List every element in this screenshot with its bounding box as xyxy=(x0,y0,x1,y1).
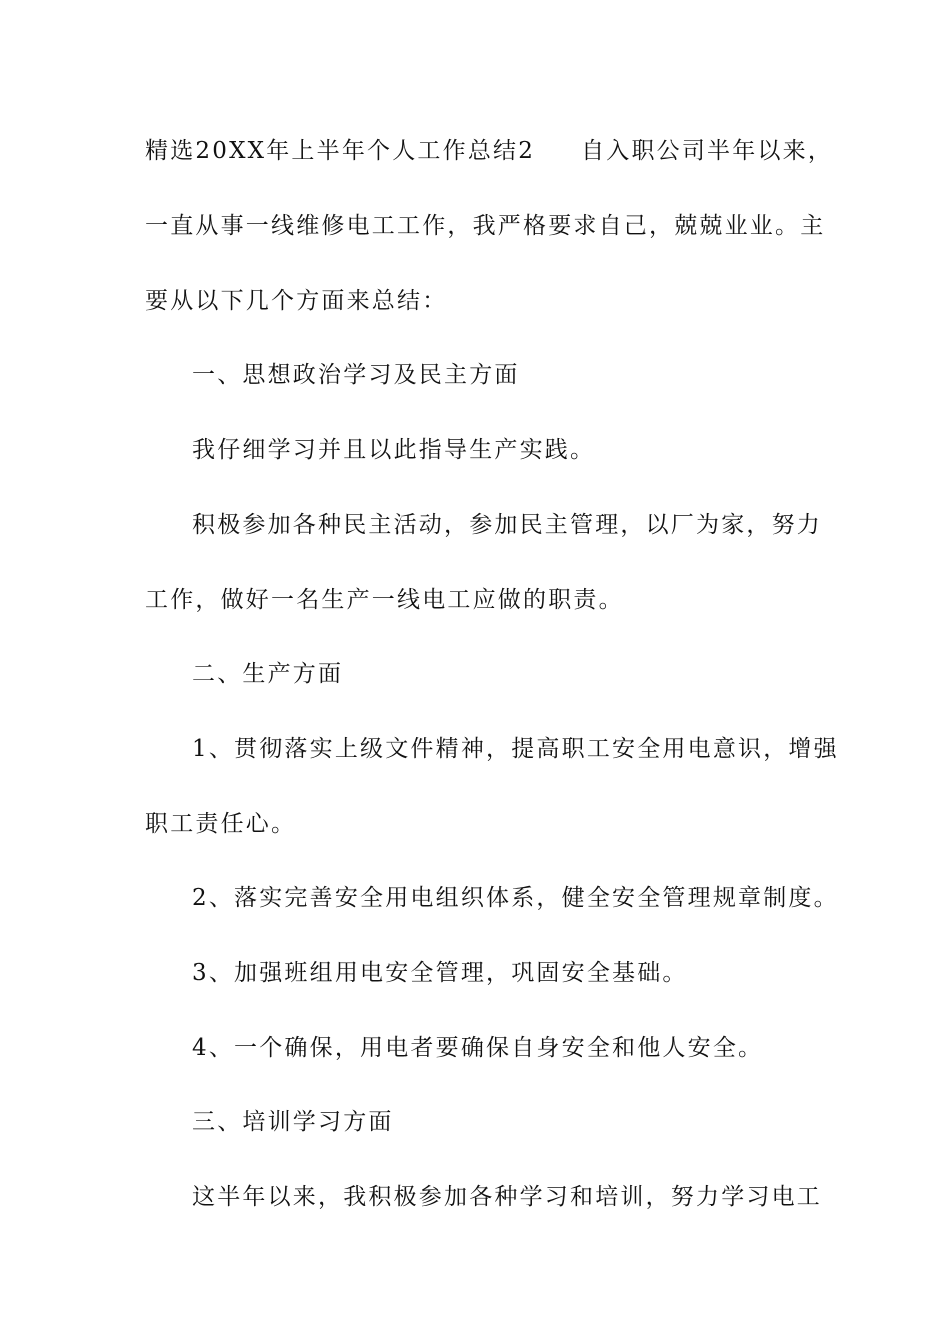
list-item: 2、落实完善安全用电组织体系，健全安全管理规章制度。 xyxy=(192,885,839,911)
section-heading: 一、思想政治学习及民主方面 xyxy=(192,362,520,388)
paragraph-line: 这半年以来，我积极参加各种学习和培训，努力学习电工 xyxy=(192,1184,822,1210)
list-item: 4、一个确保，用电者要确保自身安全和他人安全。 xyxy=(192,1035,764,1061)
document-title: 精选20XX年上半年个人工作总结2 xyxy=(145,138,536,164)
list-item: 1、贯彻落实上级文件精神，提高职工安全用电意识，增强 xyxy=(192,736,839,762)
paragraph-line: 自入职公司半年以来， xyxy=(581,138,834,164)
list-item: 3、加强班组用电安全管理，巩固安全基础。 xyxy=(192,960,688,986)
paragraph-line: 职工责任心。 xyxy=(145,811,297,837)
paragraph-line: 积极参加各种民主活动，参加民主管理，以厂为家，努力 xyxy=(192,512,822,538)
section-heading: 三、培训学习方面 xyxy=(192,1109,394,1135)
paragraph-line: 一直从事一线维修电工工作，我严格要求自己，兢兢业业。主 xyxy=(145,213,826,239)
paragraph-line: 我仔细学习并且以此指导生产实践。 xyxy=(192,437,596,463)
title-line xyxy=(145,131,834,171)
paragraph-line: 工作，做好一名生产一线电工应做的职责。 xyxy=(145,587,624,613)
section-heading: 二、生产方面 xyxy=(192,661,344,687)
paragraph-line: 要从以下几个方面来总结： xyxy=(145,288,448,314)
